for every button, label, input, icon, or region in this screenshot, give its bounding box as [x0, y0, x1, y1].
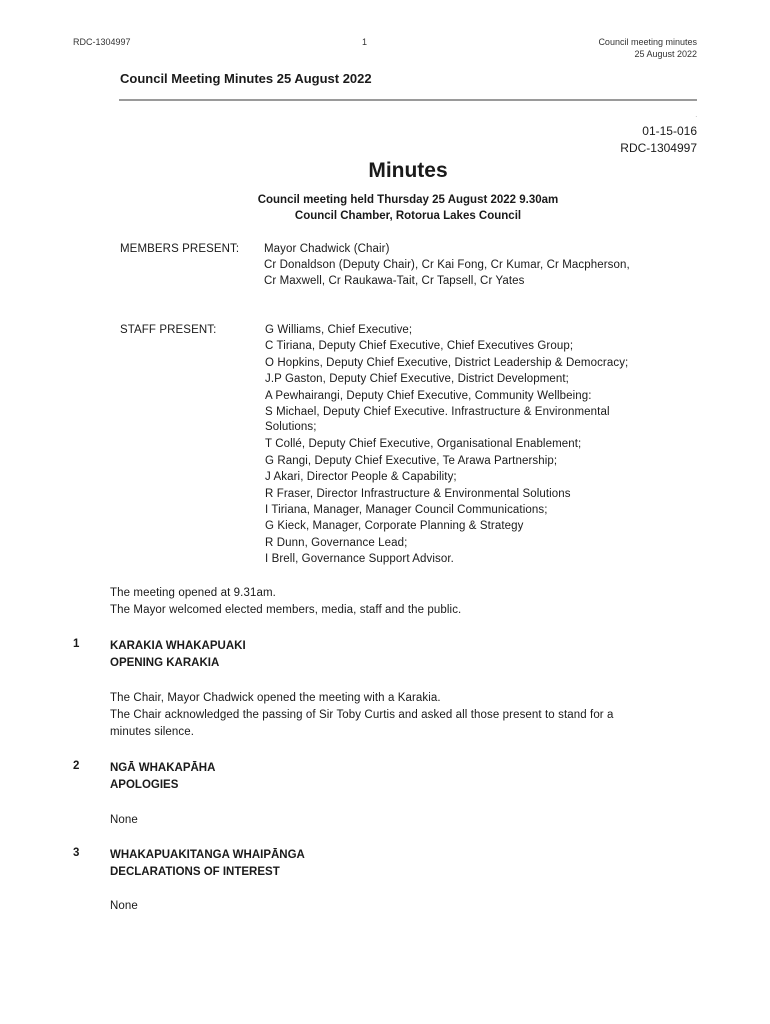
section-body: None: [110, 814, 138, 826]
opening-text: The meeting opened at 9.31am.: [110, 587, 276, 599]
staff-present-label: STAFF PRESENT:: [120, 324, 217, 336]
meeting-details: Council meeting held Thursday 25 August 2022 9.30am: [257, 194, 559, 206]
section-title-maori: NGĀ WHAKAPĀHA: [110, 762, 216, 774]
section-title-maori: WHAKAPUAKITANGA WHAIPĀNGA: [110, 849, 305, 861]
staff-line: T Collé, Deputy Chief Executive, Organisational Enablement;: [265, 438, 582, 450]
members-line: Mayor Chadwick (Chair): [264, 243, 390, 255]
section-title-english: APOLOGIES: [110, 779, 179, 791]
header-doc-id: RDC-1304997: [73, 37, 131, 47]
header-title: Council meeting minutes: [598, 37, 697, 47]
members-line: Cr Donaldson (Deputy Chair), Cr Kai Fong, Cr Kumar, Cr Macpherson,: [264, 259, 630, 271]
staff-line: J Akari, Director People & Capability;: [265, 471, 457, 483]
title-divider: [119, 99, 697, 101]
staff-line: A Pewhairangi, Deputy Chief Executive, Community Wellbeing:: [265, 390, 592, 402]
document-title: Council Meeting Minutes 25 August 2022: [120, 71, 372, 86]
document-reference: RDC-1304997: [620, 141, 697, 155]
opening-text: The Mayor welcomed elected members, media, staff and the public.: [110, 604, 462, 616]
staff-line: R Dunn, Governance Lead;: [265, 537, 408, 549]
header-date: 25 August 2022: [634, 49, 697, 59]
members-present-label: MEMBERS PRESENT:: [120, 243, 240, 255]
section-title-maori: KARAKIA WHAKAPUAKI: [110, 640, 246, 652]
staff-line: G Rangi, Deputy Chief Executive, Te Arawa Partnership;: [265, 455, 558, 467]
staff-line: J.P Gaston, Deputy Chief Executive, District Development;: [265, 373, 569, 385]
section-title-english: DECLARATIONS OF INTEREST: [110, 866, 280, 878]
ref-dot: .: [695, 113, 697, 119]
staff-line: G Kieck, Manager, Corporate Planning & Strategy: [265, 520, 524, 532]
section-number: 2: [73, 760, 80, 772]
section-body: The Chair acknowledged the passing of Sir Toby Curtis and asked all those present to stand for a: [110, 709, 614, 721]
section-number: 1: [73, 638, 80, 650]
file-reference: 01-15-016: [642, 124, 697, 138]
staff-line: S Michael, Deputy Chief Executive. Infrastructure & Environmental: [265, 406, 610, 418]
staff-line: R Fraser, Director Infrastructure & Environmental Solutions: [265, 488, 571, 500]
section-body: The Chair, Mayor Chadwick opened the meeting with a Karakia.: [110, 692, 441, 704]
staff-line: C Tiriana, Deputy Chief Executive, Chief Executives Group;: [265, 340, 574, 352]
section-number: 3: [73, 847, 80, 859]
staff-line: I Brell, Governance Support Advisor.: [265, 553, 454, 565]
meeting-location: Council Chamber, Rotorua Lakes Council: [294, 210, 522, 222]
staff-line: G Williams, Chief Executive;: [265, 324, 413, 336]
staff-line: I Tiriana, Manager, Manager Council Communications;: [265, 504, 548, 516]
section-body: minutes silence.: [110, 726, 195, 738]
section-body: None: [110, 900, 138, 912]
page-heading: Minutes: [368, 159, 448, 182]
section-title-english: OPENING KARAKIA: [110, 657, 220, 669]
members-line: Cr Maxwell, Cr Raukawa-Tait, Cr Tapsell, Cr Yates: [264, 275, 525, 287]
staff-line: Solutions;: [265, 421, 317, 433]
page-number: 1: [362, 37, 368, 47]
staff-line: O Hopkins, Deputy Chief Executive, District Leadership & Democracy;: [265, 357, 629, 369]
